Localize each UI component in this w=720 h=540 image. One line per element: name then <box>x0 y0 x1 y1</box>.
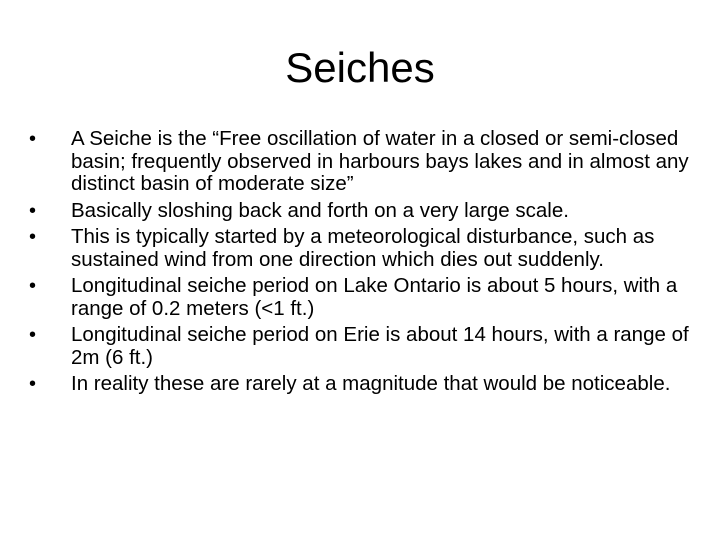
bullet-list <box>24 128 696 400</box>
slide-title: Seiches <box>285 44 435 91</box>
bullet-icon: • <box>29 275 37 297</box>
bullet-text: In reality these are rarely at a magnitude that would be noticeable. <box>71 372 671 395</box>
bullet-text: A Seiche is the “Free oscillation of water in a closed or semi-closed basin; frequently observed in harbours bays lakes and in almost any distinct basin of moderate size” <box>71 127 689 195</box>
bullet-item <box>24 226 696 271</box>
bullet-text: Longitudinal seiche period on Lake Ontario is about 5 hours, with a range of 0.2 meters (<1 ft.) <box>71 274 678 320</box>
bullet-item <box>24 275 696 320</box>
bullet-icon: • <box>29 226 37 248</box>
bullet-icon: • <box>29 199 37 222</box>
bullet-icon: • <box>29 128 37 150</box>
bullet-text: Longitudinal seiche period on Erie is about 14 hours, with a range of 2m (6 ft.) <box>71 323 689 369</box>
bullet-icon: • <box>29 324 37 346</box>
bullet-text: This is typically started by a meteorological disturbance, such as sustained wind from one direction which dies out suddenly. <box>71 225 655 271</box>
bullet-item <box>24 373 696 396</box>
bullet-item <box>24 324 696 369</box>
bullet-text: Basically sloshing back and forth on a very large scale. <box>71 198 569 222</box>
bullet-icon: • <box>29 373 37 395</box>
bullet-item <box>24 200 696 223</box>
bullet-item <box>24 128 696 196</box>
